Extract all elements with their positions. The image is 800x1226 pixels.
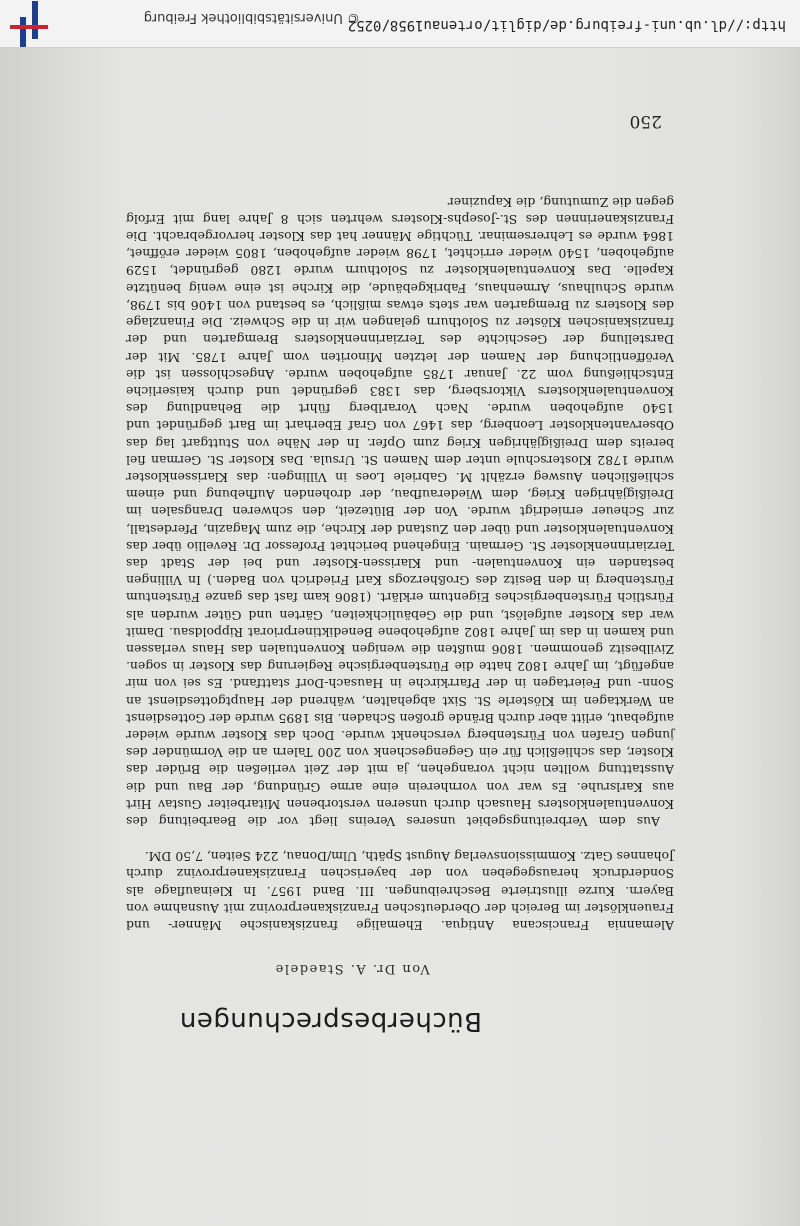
review-author: Von Dr. A. Staedele [274,961,430,976]
ub-logo-icon [10,1,48,47]
copyright-text: © Universitätsbibliothek Freiburg [143,10,360,25]
page-number: 250 [629,111,662,131]
viewer-footer [0,0,800,48]
review-body: Aus dem Verbreitungsgebiet unseres Vereins liegt vor die Bearbeitung des Konventualenklosters Hausach durch unseren verstorbenen Mitarbeiter Gustav Hirt aus Karlsruhe. Es war von vornherein eine arme Gründung, der Bau und die Ausstattung wollten nicht vorangehen, ja mit der Zeit verließen die Brüder das Kloster, das schließlich für ein Gegengeschenk von 200 Talern an die Vormünder des jungen Grafen von Fürstenberg verschenkt wurde. Doch das Kloster wurde wieder aufgebaut, erlitt aber durch Brände großen Schaden. Bis 1895 wurde der Gottesdienst an Werktagen im Klösterle St. Sixt abgehalten, während der Hauptgottesdienst an Sonn- und Feiertagen in der Pfarrkirche in Hausach-Dorf stattfand. Es sei von mir angefügt, im Jahre 1802 hatte die Fürstenbergische Regierung das Kloster in sogen. Zivilbesitz genommen. 1806 mußten die wenigen Konventualen das Haus verlassen und kamen in das im Jahre 1802 aufgehobene Benediktinerpriorat Rippoldsau. Damit war das Kloster aufgelöst, und die Gebäulichkeiten, Gärten und Güter wurden als Fürstlich Fürstenbergisches Eigentum erklärt. (1806 kam fast das ganze Fürstentum Fürstenberg in den Besitz des Großherzogs Karl Friedrich von Baden.) In Villingen bestanden ein Konventualen- und Klarissen-Kloster und bei der Stadt das Terziarinnenkloster St. Germain. Eingehend berichtet Professor Dr. Revellio über das Konventualenkloster und über den Zustand der Kirche, die zum Magazin, Pferdestall, zur Scheuer erniedrigt wurde. Von der Blütezeit, den schweren Drangsalen im Dreißigjährigen Krieg, dem Wiederaufbau, der drohenden Aufhebung und einem schließlichen Ausweg erzählt M. Gabriele Loes in Villingen: das Klarissenkloster wurde 1782 Klosterschule unter dem Namen St. Ursula. Das Kloster St. German fiel bereits dem Dreißigjährigen Krieg zum Opfer. In der Nähe von Stuttgart lag das Observantenkloster Leonberg, das 1467 von Graf Eberhart im Bart gegründet und 1540 aufgehoben wurde. Nach Vorarlberg führt die Behandlung des Konventualenklosters Viktorsberg, das 1383 gegründet und durch kaiserliche Entschließung vom 22. Januar 1785 aufgehoben wurde. Angeschlossen ist die Veröffentlichung der Namen der letzten Minoriten vom Jahre 1785. Mit der Darstellung der Geschichte des Terziarinnenklosters Bremgarten und der franziskanischen Klöster zu Solothurn gelangen wir in die Schweiz. Die Finanzlage des Klosters zu Bremgarten war stets etwas mißlich, es bestand von 1406 bis 1798, wurde Schulhaus, Armenhaus, Fabrikgebäude, die Kirche ist eine wenig benützte Kapelle. Das Konventualenkloster zu Solothurn wurde 1280 gegründet, 1529 aufgehoben, 1540 wieder errichtet, 1798 wieder aufgehoben, 1805 wieder eröffnet, 1864 wurde es Lehrerseminar. Tüchtige Männer hat das Kloster hervorgebracht. Die Franziskanerinnen des St.-Josephs-Klosters wehrten sich 8 Jahre lang mit Erfolg gegen die Zumutung, die Kapuziner [126,194,674,829]
review-entry: Alemannia Franciscana Antiqua. Ehemalige franziskanische Männer- und Frauenklöster im Bereich der Oberdeutschen Franziskanerprovinz mit Ausnahme von Bayern. Kurze illustrierte Beschreibungen. III. Band 1957. In Kleinauflage als Sonderdruck herausgegeben von der bayerischen Franziskanerprovinz durch Johannes Gatz. Kommissionsverlag August Späth, Ulm/Donau, 224 Seiten, 7,50 DM. [126,849,674,933]
source-url-link[interactable]: http://dl.ub.uni-freiburg.de/diglit/ortenau1958/0252 [347,17,786,33]
page-heading: Bücherbesprechungen [179,1006,482,1036]
